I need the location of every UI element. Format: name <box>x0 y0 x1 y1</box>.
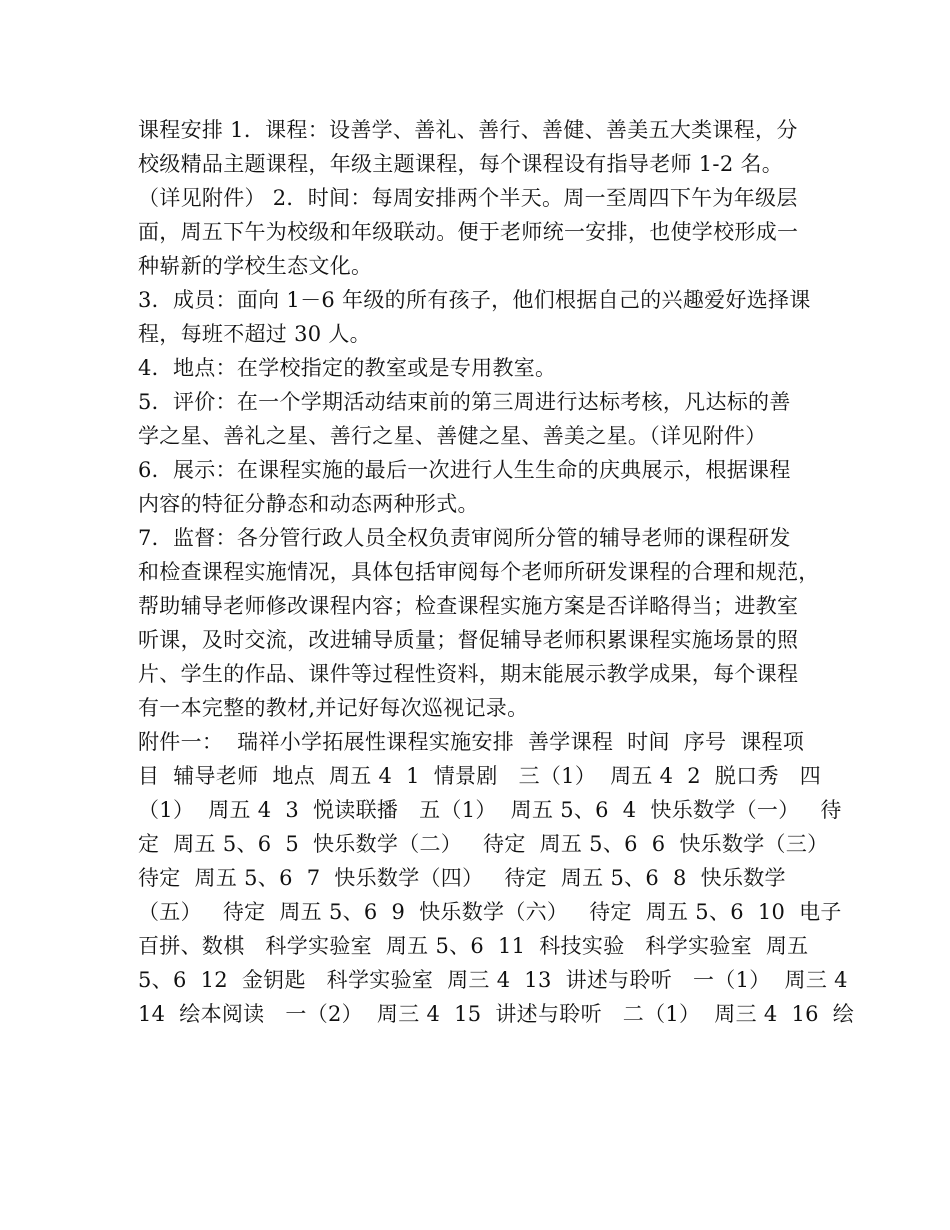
text-line: 3．成员：面向 1－6 年级的所有孩子，他们根据自己的兴趣爱好选择课 <box>138 288 811 312</box>
text-line: （1） 周五 4 3 悦读联播 五（1） 周五 5、6 4 快乐数学（一） 待 <box>138 798 842 822</box>
text-line: 14 绘本阅读 一（2） 周三 4 15 讲述与聆听 二（1） 周三 4 16 绘 <box>138 1002 855 1026</box>
text-line: 课程安排 1．课程：设善学、善礼、善行、善健、善美五大类课程，分 <box>138 118 798 142</box>
text-line: 6．展示：在课程实施的最后一次进行人生生命的庆典展示，根据课程 <box>138 458 791 482</box>
text-line: 面，周五下午为校级和年级联动。便于老师统一安排，也使学校形成一 <box>138 220 799 244</box>
document-body <box>138 113 855 1031</box>
text-line: 校级精品主题课程，年级主题课程，每个课程设有指导老师 1-2 名。 <box>138 152 784 176</box>
text-line: 程，每班不超过 30 人。 <box>138 322 371 346</box>
text-line: 附件一： 瑞祥小学拓展性课程实施安排 善学课程 时间 序号 课程项 <box>138 730 805 754</box>
text-line: 有一本完整的教材,并记好每次巡视记录。 <box>138 696 529 720</box>
text-line: 待定 周五 5、6 7 快乐数学（四） 待定 周五 5、6 8 快乐数学 <box>138 866 786 890</box>
text-line: 种崭新的学校生态文化。 <box>138 254 373 278</box>
text-line: 定 周五 5、6 5 快乐数学（二） 待定 周五 5、6 6 快乐数学（三） <box>138 832 829 856</box>
text-line: 目 辅导老师 地点 周五 4 1 情景剧 三（1） 周五 4 2 脱口秀 四 <box>138 764 822 788</box>
text-line: 5．评价：在一个学期活动结束前的第三周进行达标考核，凡达标的善 <box>138 390 791 414</box>
text-line: 百拼、数棋 科学实验室 周五 5、6 11 科技实验 科学实验室 周五 <box>138 934 809 958</box>
text-line: 7．监督：各分管行政人员全权负责审阅所分管的辅导老师的课程研发 <box>138 526 791 550</box>
text-line: （详见附件） 2．时间：每周安排两个半天。周一至周四下午为年级层 <box>138 186 798 210</box>
text-line: 片、学生的作品、课件等过程性资料，期末能展示教学成果，每个课程 <box>138 662 799 686</box>
text-line: 5、6 12 金钥匙 科学实验室 周三 4 13 讲述与聆听 一（1） 周三 4 <box>138 968 848 992</box>
text-line: 4．地点：在学校指定的教室或是专用教室。 <box>138 356 557 380</box>
text-line: 内容的特征分静态和动态两种形式。 <box>138 492 479 516</box>
text-line: 帮助辅导老师修改课程内容；检查课程实施方案是否详略得当；进教室 <box>138 594 799 618</box>
text-line: 学之星、善礼之星、善行之星、善健之星、善美之星。（详见附件） <box>138 424 767 448</box>
text-line: （五） 待定 周五 5、6 9 快乐数学（六） 待定 周五 5、6 10 电子 <box>138 900 842 924</box>
text-line: 听课，及时交流，改进辅导质量；督促辅导老师积累课程实施场景的照 <box>138 628 799 652</box>
text-line: 和检查课程实施情况，具体包括审阅每个老师所研发课程的合理和规范， <box>138 560 820 584</box>
